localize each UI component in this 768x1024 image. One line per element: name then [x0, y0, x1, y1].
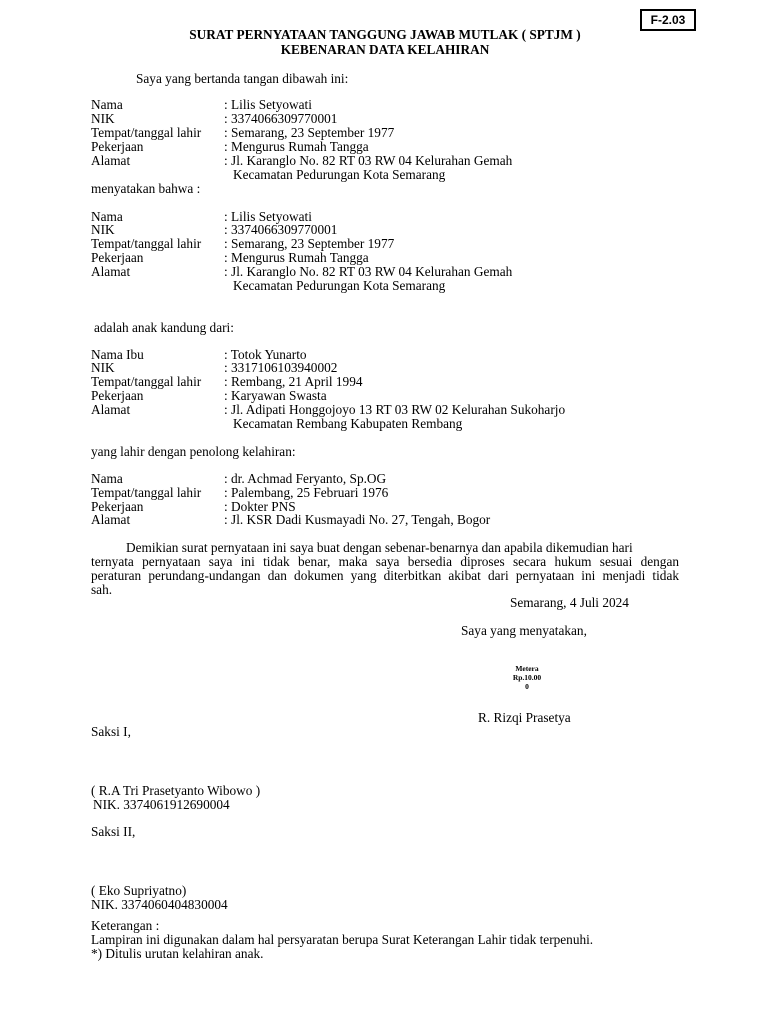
field-value: : Mengurus Rumah Tangga [224, 250, 369, 265]
field-label: Tempat/tanggal lahir [91, 236, 202, 251]
place-date: Semarang, 4 Juli 2024 [510, 595, 629, 610]
field-label: NIK [91, 222, 115, 237]
witness1-nik: NIK. 3374061912690004 [93, 797, 230, 812]
field-value: : Totok Yunarto [224, 347, 307, 362]
stamp-line: 0 [525, 682, 529, 691]
address-continuation: Kecamatan Rembang Kabupaten Rembang [233, 416, 463, 431]
signer-name: R. Rizqi Prasetya [478, 710, 571, 725]
field-value: : Dokter PNS [224, 499, 296, 514]
field-value: : Jl. Karanglo No. 82 RT 03 RW 04 Kelurahan Gemah [224, 264, 513, 279]
field-value: : Semarang, 23 September 1977 [224, 125, 395, 140]
field-label: Tempat/tanggal lahir [91, 374, 202, 389]
intro-text: Saya yang bertanda tangan dibawah ini: [136, 71, 349, 86]
field-value: : Jl. Adipati Honggojoyo 13 RT 03 RW 02 Kelurahan Sukoharjo [224, 402, 566, 417]
field-label: Tempat/tanggal lahir [91, 125, 202, 140]
field-label: Alamat [91, 264, 131, 279]
field-label: Tempat/tanggal lahir [91, 485, 202, 500]
field-label: Pekerjaan [91, 388, 144, 403]
statement-line: ternyata pernyataan saya ini tidak benar, maka saya bersedia diproses secara hukum sesuai dengan [91, 554, 679, 569]
duty-stamp-placeholder [506, 664, 548, 691]
document-subtitle: KEBENARAN DATA KELAHIRAN [280, 42, 490, 57]
field-value: : 3374066309770001 [224, 222, 338, 237]
field-label: NIK [91, 360, 115, 375]
field-value: : dr. Achmad Feryanto, Sp.OG [224, 471, 387, 486]
field-label: Alamat [91, 402, 131, 417]
field-value: : Semarang, 23 September 1977 [224, 236, 395, 251]
signer-heading: Saya yang menyatakan, [461, 623, 587, 638]
field-label: Nama Ibu [91, 347, 144, 362]
field-value: : Rembang, 21 April 1994 [224, 374, 363, 389]
stamp-line: Rp.10.00 [512, 673, 542, 682]
field-value: : 3317106103940002 [224, 360, 338, 375]
address-continuation: Kecamatan Pedurungan Kota Semarang [233, 278, 446, 293]
field-label: Nama [91, 209, 123, 224]
field-value: : 3374066309770001 [224, 111, 338, 126]
field-value: : Jl. KSR Dadi Kusmayadi No. 27, Tengah, Bogor [224, 512, 491, 527]
declares-text: menyatakan bahwa : [91, 181, 201, 196]
statement-line: Demikian surat pernyataan ini saya buat dengan sebenar-benarnya dan apabila dikemudian hari [126, 540, 633, 555]
witness2-heading: Saksi II, [91, 824, 136, 839]
statement-line: sah. [91, 582, 113, 597]
field-label: Pekerjaan [91, 499, 144, 514]
child-of-text: adalah anak kandung dari: [94, 320, 234, 335]
address-continuation: Kecamatan Pedurungan Kota Semarang [233, 167, 446, 182]
field-label: Pekerjaan [91, 250, 144, 265]
born-with-text: yang lahir dengan penolong kelahiran: [91, 444, 296, 459]
document-title: SURAT PERNYATAAN TANGGUNG JAWAB MUTLAK ( SPTJM ) [189, 27, 581, 42]
statement-line: peraturan perundang-undangan dan dokumen yang diterbitkan akibat dari pernyataan ini menjadi tidak [91, 568, 679, 583]
field-label: Alamat [91, 512, 131, 527]
field-value: : Karyawan Swasta [224, 388, 327, 403]
field-value: : Jl. Karanglo No. 82 RT 03 RW 04 Kelurahan Gemah [224, 153, 513, 168]
field-label: NIK [91, 111, 115, 126]
field-label: Pekerjaan [91, 139, 144, 154]
field-value: : Lilis Setyowati [224, 97, 312, 112]
field-label: Nama [91, 97, 123, 112]
witness2-name: ( Eko Supriyatno) [91, 883, 187, 898]
stamp-line: Metera [515, 664, 539, 673]
witness1-heading: Saksi I, [91, 724, 131, 739]
notes-line: Lampiran ini digunakan dalam hal persyaratan berupa Surat Keterangan Lahir tidak terpenuhi. [91, 932, 594, 947]
notes-line: *) Ditulis urutan kelahiran anak. [91, 946, 264, 961]
witness2-nik: NIK. 3374060404830004 [91, 897, 228, 912]
form-code-box: F-2.03 [640, 9, 696, 31]
notes-heading: Keterangan : [91, 918, 160, 933]
field-label: Nama [91, 471, 123, 486]
field-label: Alamat [91, 153, 131, 168]
field-value: : Lilis Setyowati [224, 209, 312, 224]
witness1-name: ( R.A Tri Prasetyanto Wibowo ) [91, 783, 261, 798]
field-value: : Palembang, 25 Februari 1976 [224, 485, 389, 500]
field-value: : Mengurus Rumah Tangga [224, 139, 369, 154]
